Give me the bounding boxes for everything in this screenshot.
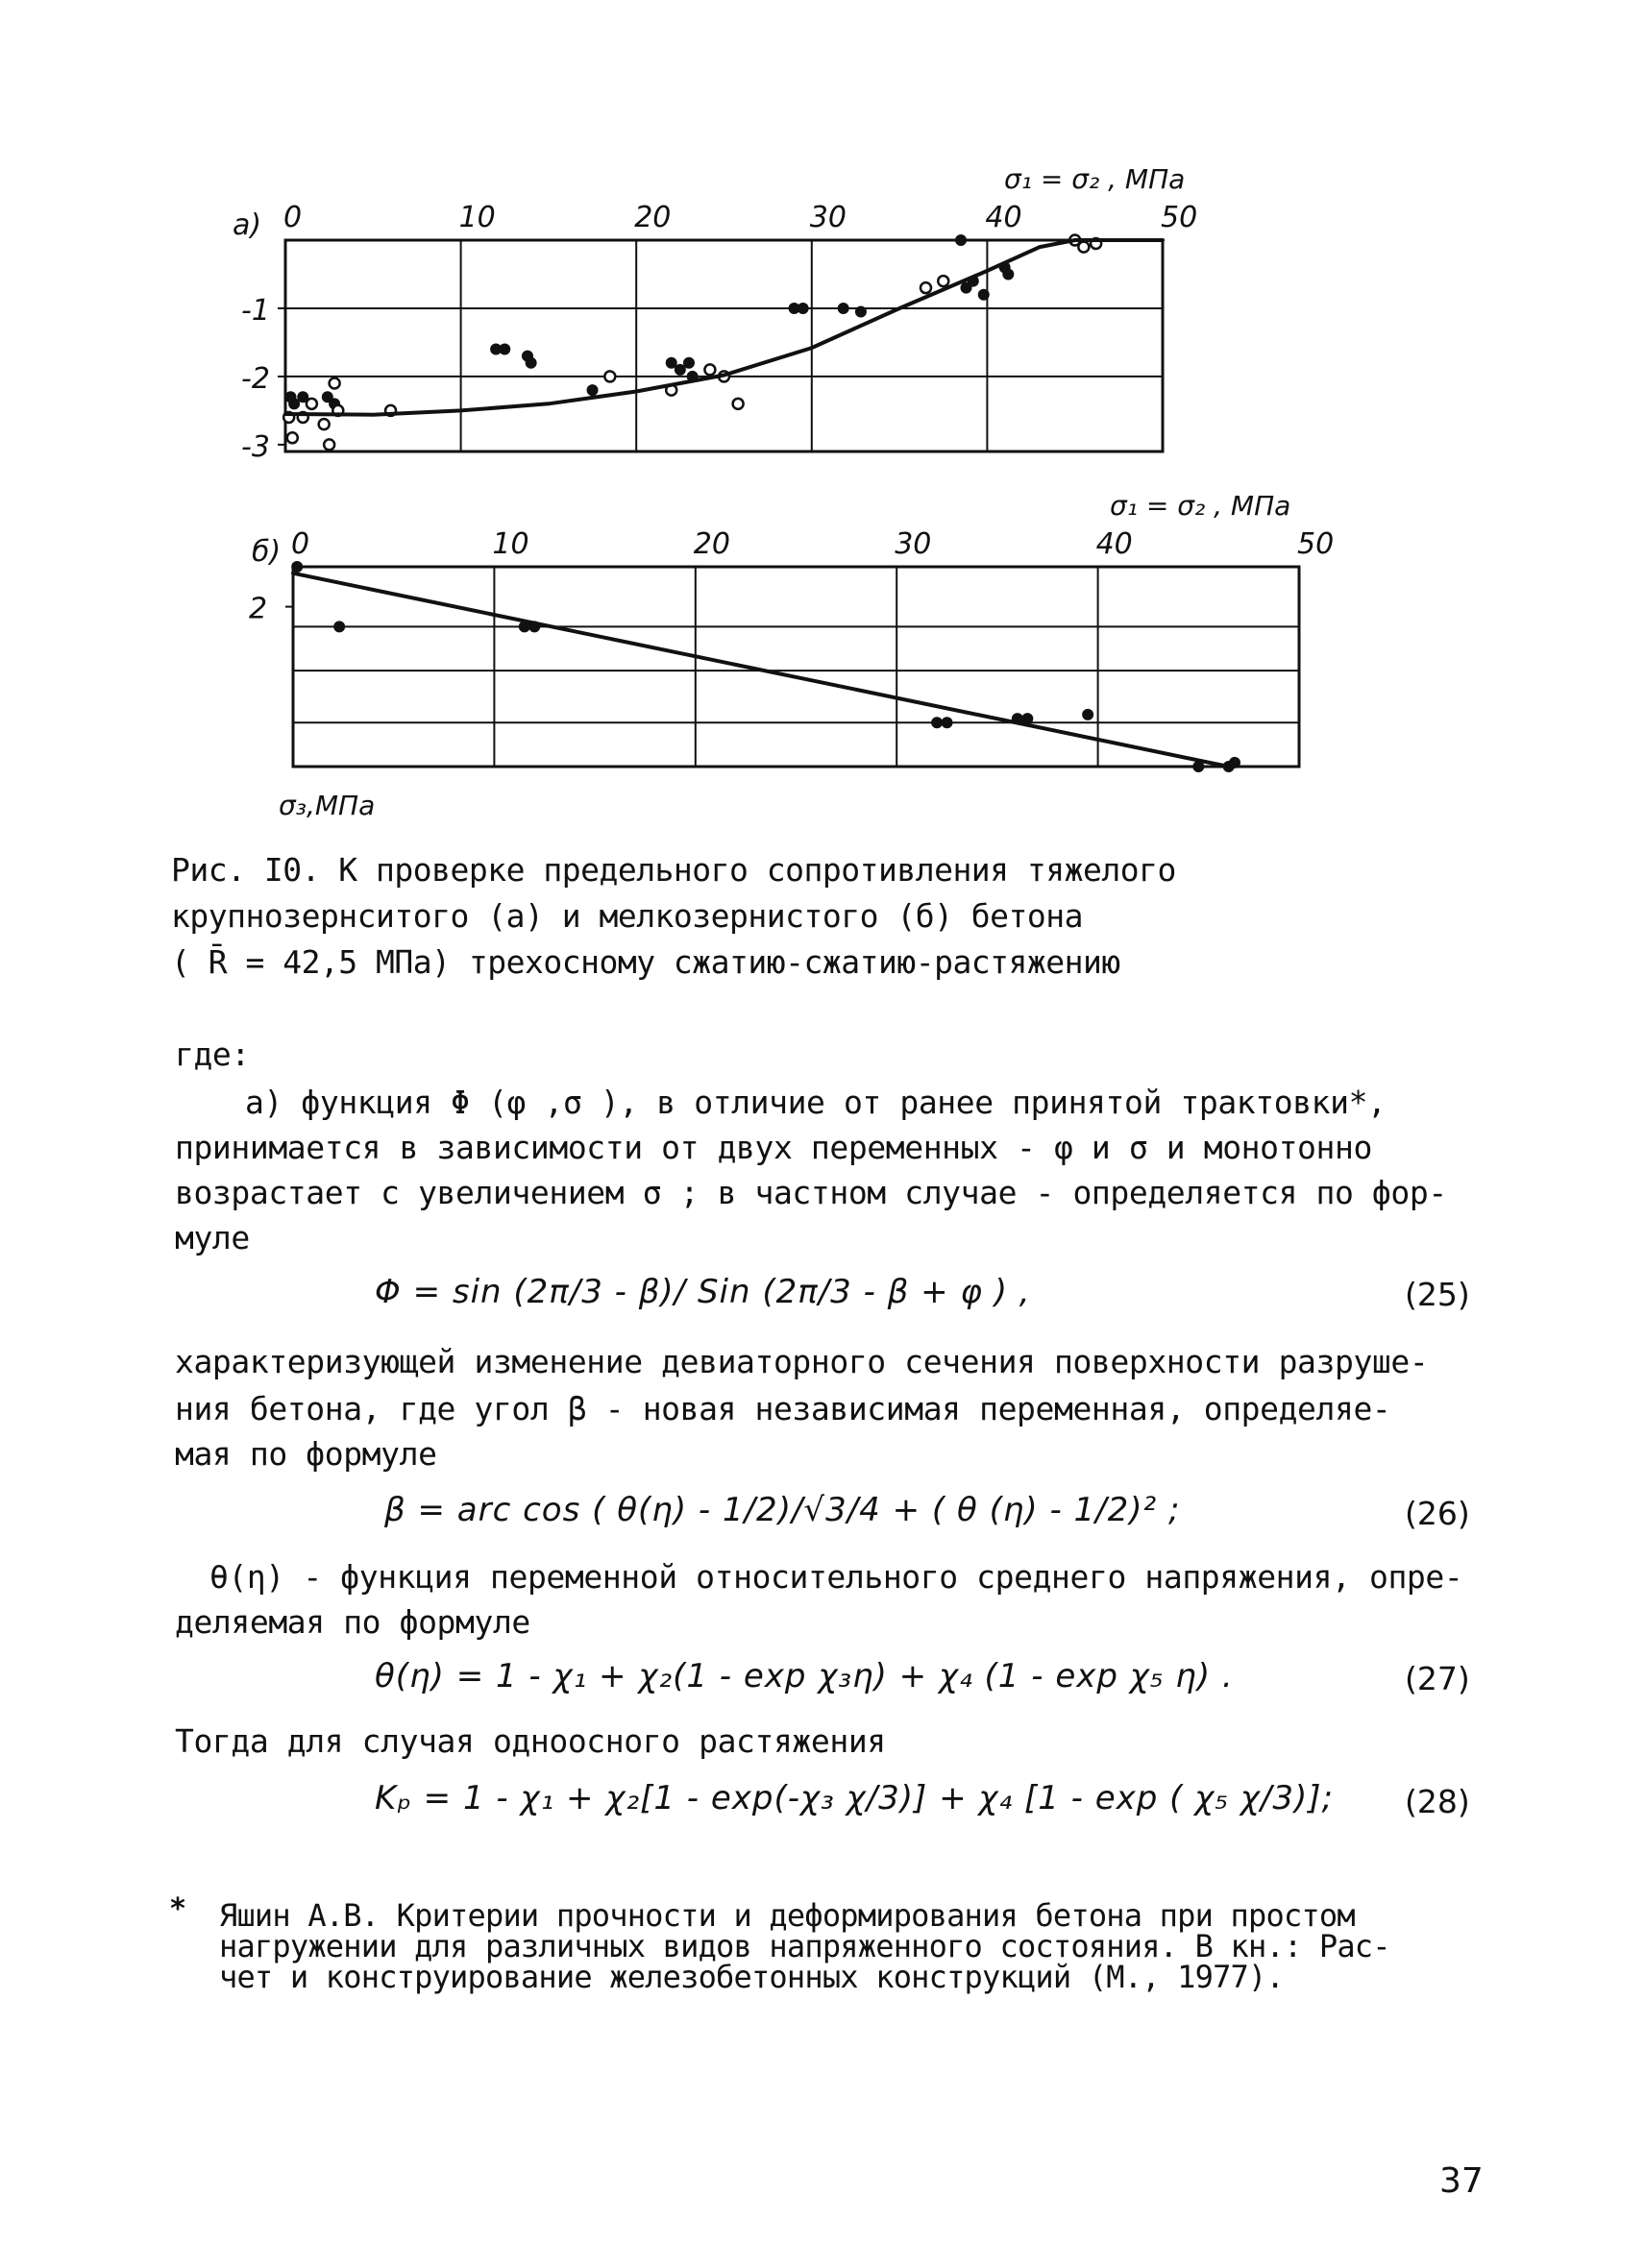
equation-25: Φ = sin (2π/3 - β)/ Sin (2π/3 - β + φ ) , xyxy=(375,1273,1031,1311)
y-tick-label: 2 xyxy=(249,592,268,626)
figure-caption xyxy=(171,847,1516,986)
equation-28: Kₚ = 1 - χ₁ + χ₂[1 - exp(-χ₃ χ/3)] + χ₄ [1 - exp ( χ₅ χ/3)]; xyxy=(375,1779,1335,1817)
x-tick-label: 0 xyxy=(291,527,310,561)
where-label: где: xyxy=(175,1036,250,1073)
footnote xyxy=(169,1892,1497,1995)
footnote-line: чет и конструирование железобетонных конструкций (М., 1977). xyxy=(219,1959,1284,1995)
x-tick-label: 50 xyxy=(1161,201,1198,234)
panel-a-label: а) xyxy=(233,208,262,242)
data-point-filled xyxy=(333,621,345,632)
plot-frame xyxy=(293,567,1299,767)
data-point-filled xyxy=(931,717,943,728)
x-tick-label: 10 xyxy=(458,201,496,234)
paragraph-line: возрастает с увеличением σ ; в частном случае - определяется по фор- xyxy=(175,1174,1447,1211)
panel-b-y-axis-label: σ₃,МПа xyxy=(279,790,376,821)
paragraph-line: а) функция Φ (φ ,σ ), в отличие от ранее принятой трактовки*, xyxy=(245,1084,1387,1121)
x-tick-label: 0 xyxy=(283,201,303,234)
equation-27: θ(η) = 1 - χ₁ + χ₂(1 - exp χ₃η) + χ₄ (1 - exp χ₅ η) . xyxy=(375,1657,1234,1695)
equation-26: β = arc cos ( θ(η) - 1/2)/√3/4 + ( θ (η) - 1/2)² ; xyxy=(384,1491,1181,1529)
equation-26-number: (26) xyxy=(1405,1495,1470,1532)
data-point-filled xyxy=(1082,709,1093,720)
footnote-mark: * xyxy=(169,1892,186,1926)
equation-28-number: (28) xyxy=(1405,1783,1470,1820)
x-tick-label: 50 xyxy=(1297,527,1335,561)
panel-b-axis-label: σ₁ = σ₂ , МПа xyxy=(1110,490,1291,522)
y-tick-label: -3 xyxy=(241,429,270,464)
x-tick-label: 20 xyxy=(634,201,672,234)
page-number: 37 xyxy=(1439,2161,1484,2201)
paragraph-line: характеризующей изменение девиаторного сечения поверхности разруше- xyxy=(175,1343,1429,1380)
x-tick-label: 30 xyxy=(809,201,847,234)
caption-line: Рис. I0. К проверке предельного сопротивления тяжелого xyxy=(171,851,1176,889)
x-tick-label: 20 xyxy=(693,527,730,561)
paragraph-line: мая по формуле xyxy=(175,1435,437,1473)
panel-b-label: б) xyxy=(252,535,282,569)
paragraph-line: θ(η) - функция переменной относительного среднего напряжения, опре- xyxy=(209,1558,1463,1596)
data-point-filled xyxy=(1229,757,1240,768)
data-point-filled xyxy=(291,561,303,573)
footnote-line: нагружении для различных видов напряженного состояния. В кн.: Рас- xyxy=(219,1928,1390,1964)
paragraph-line: Тогда для случая одноосного растяжения xyxy=(175,1722,886,1760)
y-tick-label: -1 xyxy=(241,293,270,328)
panel-a-axis-label: σ₁ = σ₂ , МПа xyxy=(1004,163,1186,195)
chart-panel-b xyxy=(0,0,1645,845)
caption-line: ( R̄ = 42,5 МПа) трехосному сжатию-сжатию-растяжению xyxy=(171,943,1120,981)
paragraph-line: принимается в зависимости от двух переменных - φ и σ и монотонно xyxy=(175,1129,1372,1166)
x-tick-label: 40 xyxy=(985,201,1022,234)
data-point-filled xyxy=(942,717,953,728)
x-tick-label: 40 xyxy=(1095,527,1133,561)
paragraph-line: муле xyxy=(175,1219,250,1256)
y-tick-label: -2 xyxy=(241,361,270,396)
x-tick-label: 10 xyxy=(492,527,529,561)
equation-25-number: (25) xyxy=(1405,1276,1470,1313)
paragraph-line: деляемая по формуле xyxy=(175,1603,530,1641)
equation-27-number: (27) xyxy=(1405,1660,1470,1697)
footnote-line: Яшин А.В. Критерии прочности и деформирования бетона при простом xyxy=(219,1897,1355,1934)
caption-line: крупнозернситого (а) и мелкозернистого (б) бетона xyxy=(171,897,1084,935)
x-tick-label: 30 xyxy=(895,527,932,561)
paragraph-line: ния бетона, где угол β - новая независимая переменная, определяе- xyxy=(175,1390,1391,1427)
